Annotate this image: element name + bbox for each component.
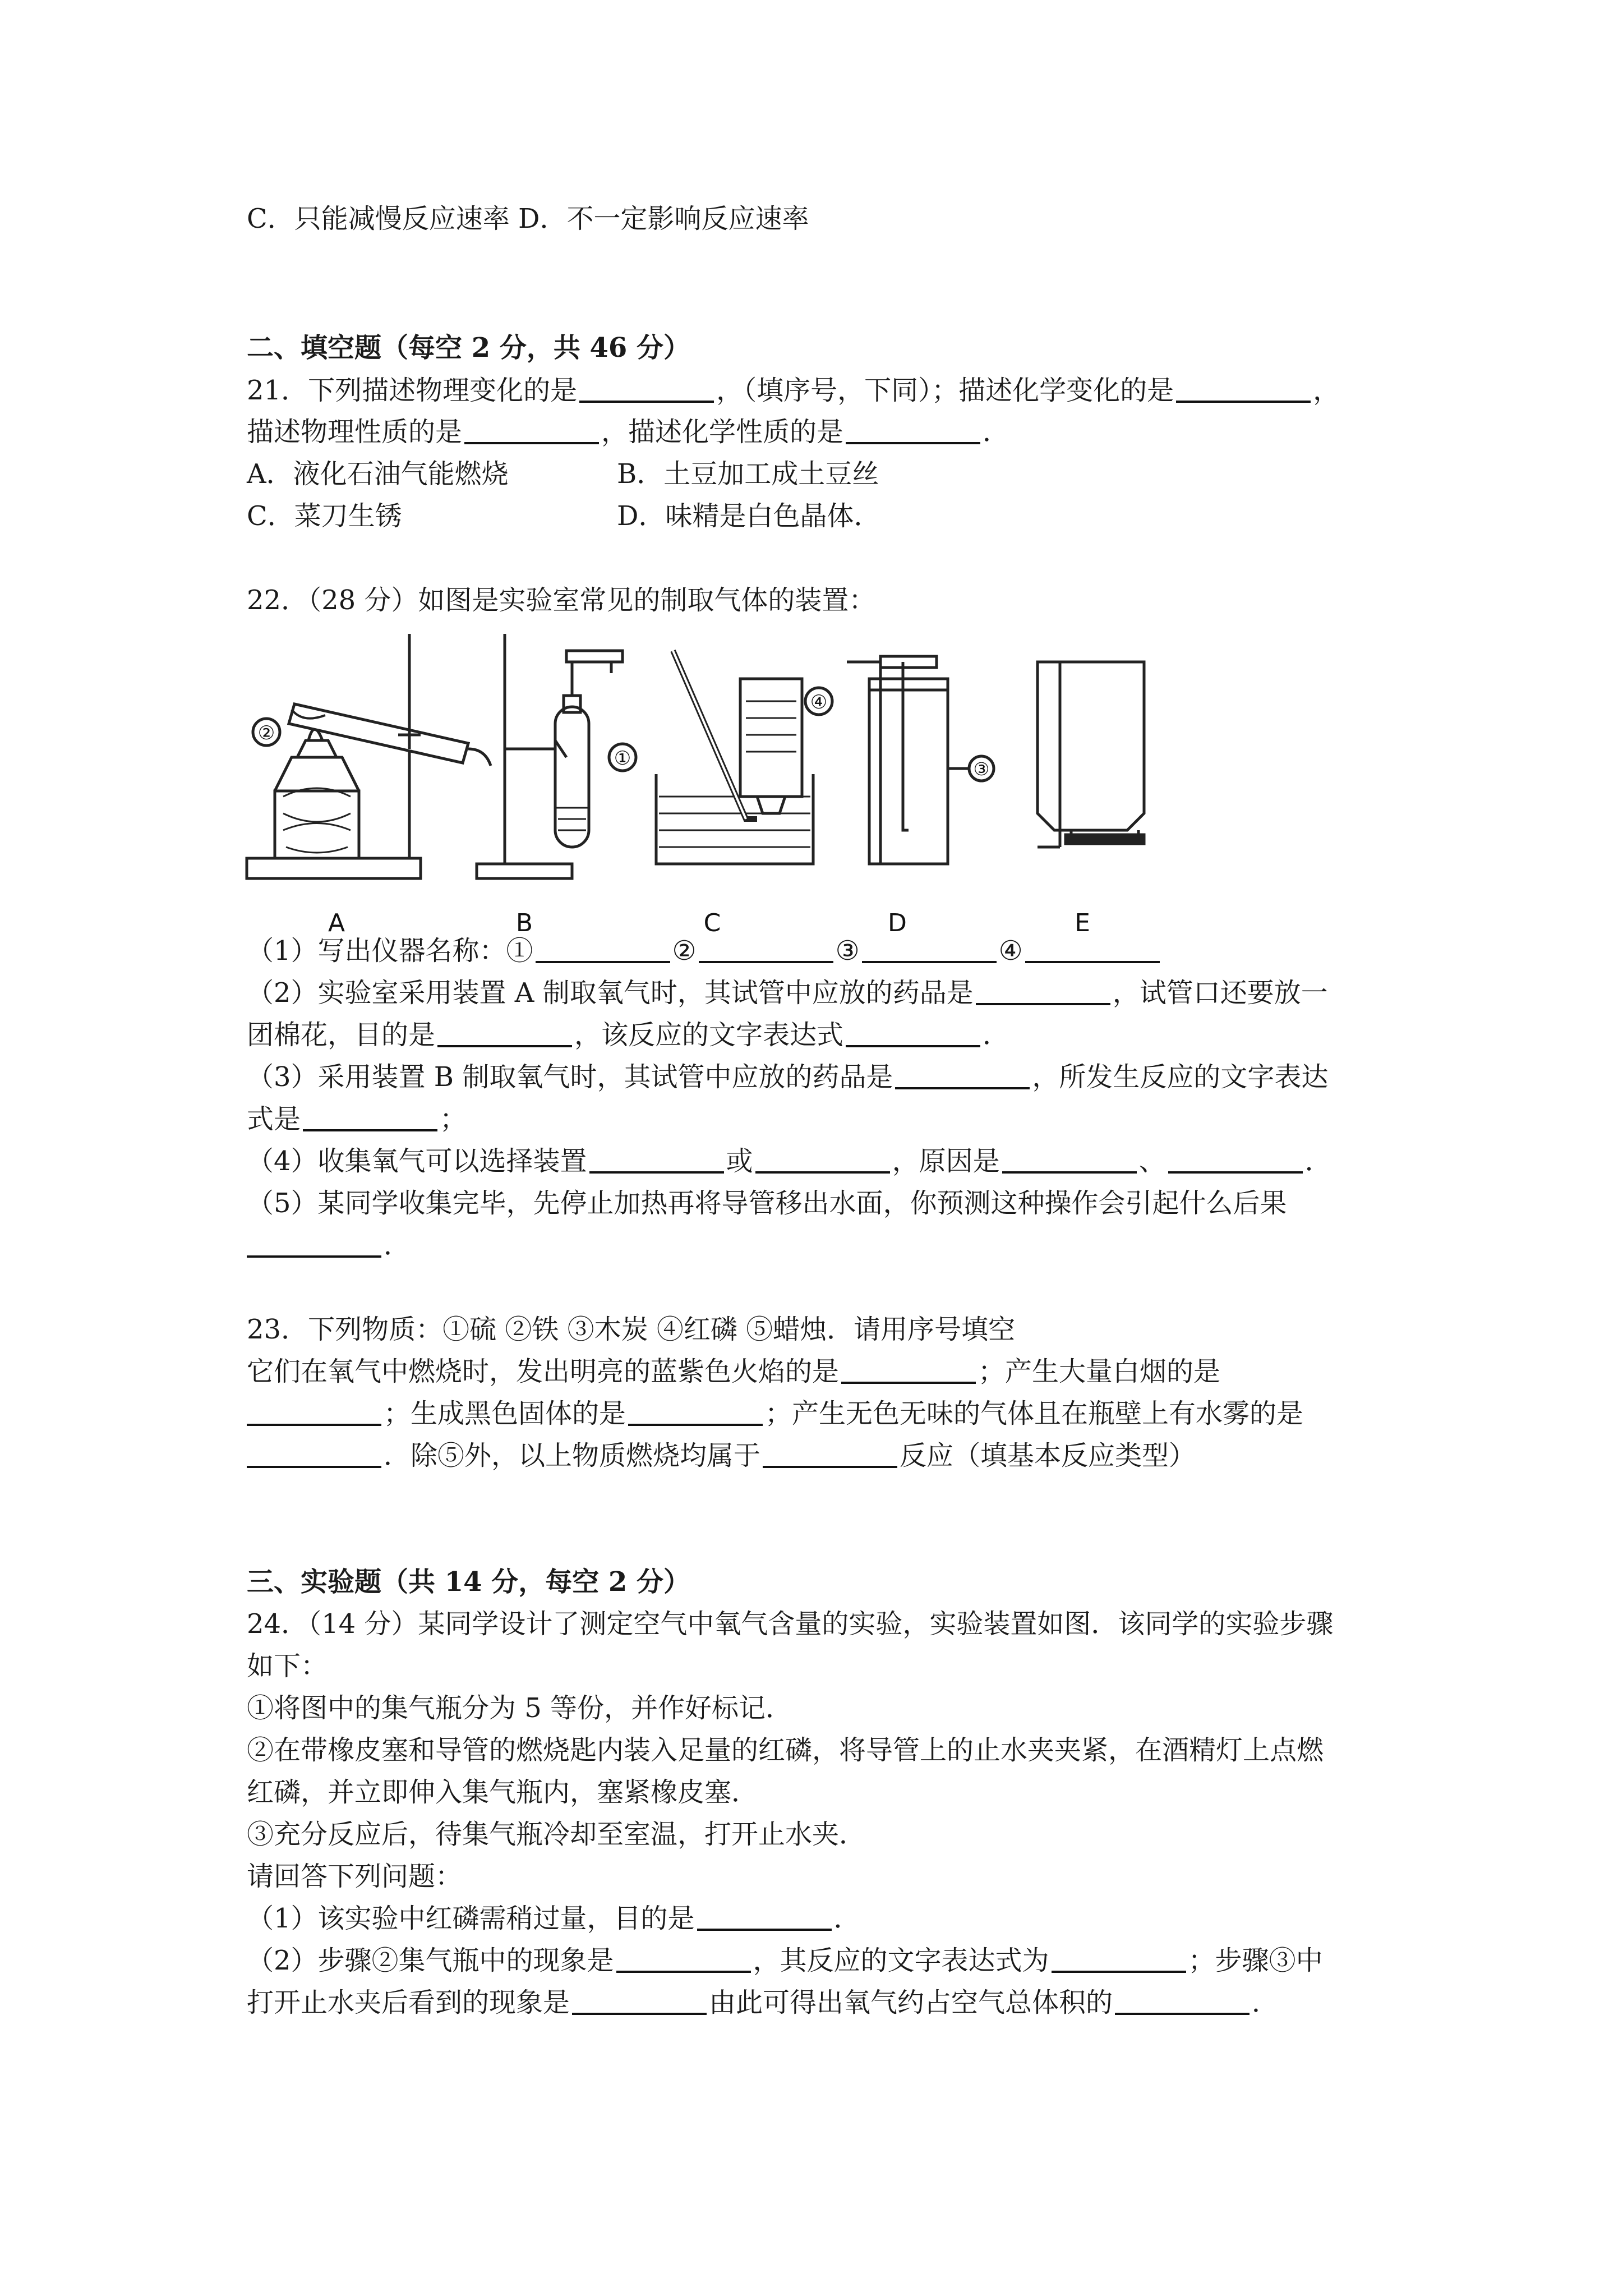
q24-prompt: 请回答下列问题： <box>247 1861 463 1892</box>
answer-blank[interactable] <box>1168 1149 1303 1174</box>
q22-text: （1）写出仪器名称：① <box>247 935 533 967</box>
answer-blank[interactable] <box>1176 378 1311 403</box>
q22-part-4 <box>247 1144 1332 1178</box>
answer-blank[interactable] <box>846 420 980 444</box>
answer-blank[interactable] <box>699 938 833 963</box>
answer-blank[interactable] <box>247 1401 381 1426</box>
q22-part-3-line-1 <box>247 1060 1328 1094</box>
q24-text: ． <box>833 1903 861 1934</box>
marker-4: ④ <box>810 691 828 714</box>
label-c: C <box>703 909 721 937</box>
q22-text: 团棉花，目的是 <box>247 1019 436 1051</box>
q23-line-3 <box>247 1397 1303 1430</box>
answer-blank[interactable] <box>976 981 1110 1005</box>
prev-options-line <box>247 202 809 236</box>
q22-text: ，试管口还要放一 <box>1112 977 1328 1009</box>
answer-blank[interactable] <box>589 1149 724 1174</box>
section-2-heading: 二、填空题（每空 2 分，共 46 分） <box>247 332 691 364</box>
marker-2: ② <box>257 722 275 744</box>
q24-text: （1）该实验中红磷需稍过量，目的是 <box>247 1903 695 1934</box>
q23-text: ；生成黑色固体的是 <box>384 1398 626 1429</box>
q23-text: 它们在氧气中燃烧时，发出明亮的蓝紫色火焰的是 <box>247 1356 840 1387</box>
apparatus-figure <box>241 628 1195 942</box>
marker-3: ③ <box>973 758 990 780</box>
answer-blank[interactable] <box>464 420 599 444</box>
q22-text: ． <box>384 1230 411 1261</box>
q23-text: ．除⑤外，以上物质燃烧均属于 <box>384 1440 761 1471</box>
answer-blank[interactable] <box>303 1107 437 1131</box>
answer-blank[interactable] <box>1002 1149 1137 1174</box>
q22-text: ，原因是 <box>892 1145 1000 1177</box>
q21-options-row-2 <box>247 499 881 533</box>
label-e: E <box>1075 909 1090 937</box>
answer-blank[interactable] <box>841 1359 976 1384</box>
q22-text: 或 <box>726 1145 753 1177</box>
q24-step-2-line-2: 红磷，并立即伸入集气瓶内，塞紧橡皮塞． <box>247 1777 759 1808</box>
apparatus-b <box>477 634 636 878</box>
q22-part-3-line-2 <box>247 1102 467 1136</box>
apparatus-c <box>656 651 832 864</box>
q24-step-1: ①将图中的集气瓶分为 5 等份，并作好标记． <box>247 1692 793 1724</box>
q22-text: 式是 <box>247 1103 301 1135</box>
q23-text: 反应（填基本反应类型） <box>900 1440 1196 1471</box>
q24-text: （2）步骤②集气瓶中的现象是 <box>247 1945 614 1976</box>
q22-part-1 <box>247 934 1162 968</box>
q22-text: ，所发生反应的文字表达 <box>1032 1061 1329 1093</box>
q21-text: 21．下列描述物理变化的是 <box>247 375 578 406</box>
q24-step-3: ③充分反应后，待集气瓶冷却至室温，打开止水夹． <box>247 1819 866 1850</box>
option-d-prev: D．不一定影响反应速率 <box>518 203 809 234</box>
q21-option-d: D．味精是白色晶体． <box>617 500 881 532</box>
q24-step-2-line-1: ②在带橡皮塞和导管的燃烧匙内装入足量的红磷，将导管上的止水夹夹紧，在酒精灯上点燃 <box>247 1734 1324 1766</box>
q21-option-a: A．液化石油气能燃烧 <box>247 458 509 490</box>
answer-blank[interactable] <box>579 378 714 403</box>
q23-line-1: 23．下列物质：①硫 ②铁 ③木炭 ④红磷 ⑤蜡烛．请用序号填空 <box>247 1314 1016 1345</box>
q22-text: （3）采用装置 B 制取氧气时，其试管中应放的药品是 <box>247 1061 893 1093</box>
label-b: B <box>515 909 533 937</box>
answer-blank[interactable] <box>572 1990 707 2015</box>
q22-intro: 22．（28 分）如图是实验室常见的制取气体的装置： <box>247 585 876 616</box>
q21-option-b: B．土豆加工成土豆丝 <box>617 458 879 490</box>
answer-blank[interactable] <box>895 1065 1030 1089</box>
label-d: D <box>888 909 907 937</box>
answer-blank[interactable] <box>862 938 997 963</box>
q24-text: ，其反应的文字表达式为 <box>753 1945 1049 1976</box>
answer-blank[interactable] <box>1115 1990 1249 2015</box>
q24-part-2-line-1 <box>247 1944 1323 1977</box>
answer-blank[interactable] <box>697 1906 832 1931</box>
answer-blank[interactable] <box>437 1023 572 1047</box>
q22-text: （4）收集氧气可以选择装置 <box>247 1145 587 1177</box>
q21-text: 描述物理性质的是 <box>247 416 463 448</box>
q24-line-2: 如下： <box>247 1650 328 1682</box>
q21-text: ， <box>1313 375 1340 406</box>
q22-text: ，该反应的文字表达式 <box>574 1019 844 1051</box>
q22-text: ③ <box>835 935 860 967</box>
q22-part-5-line-2 <box>247 1228 411 1262</box>
q23-text: ；产生大量白烟的是 <box>978 1356 1221 1387</box>
answer-blank[interactable] <box>247 1233 381 1258</box>
q22-text: ② <box>672 935 697 967</box>
q21-text: ． <box>983 416 1010 448</box>
answer-blank[interactable] <box>763 1443 897 1468</box>
marker-1: ① <box>614 747 631 770</box>
q24-text: ． <box>1252 1987 1279 2018</box>
q22-text: ④ <box>998 935 1023 967</box>
apparatus-d <box>847 656 994 864</box>
answer-blank[interactable] <box>755 1149 890 1174</box>
q24-text: 由此可得出氧气约占空气总体积的 <box>709 1987 1113 2018</box>
q22-text: ． <box>983 1019 1010 1051</box>
answer-blank[interactable] <box>1052 1948 1186 1973</box>
q23-text: ；产生无色无味的气体且在瓶壁上有水雾的是 <box>765 1398 1304 1429</box>
q21-line-1 <box>247 374 1340 407</box>
q22-text: ． <box>1304 1145 1332 1177</box>
q22-part-2-line-2 <box>247 1018 1009 1052</box>
answer-blank[interactable] <box>247 1443 381 1468</box>
q22-text: 、 <box>1138 1145 1166 1177</box>
answer-blank[interactable] <box>628 1401 763 1426</box>
q21-text: ，描述化学性质的是 <box>601 416 844 448</box>
q24-part-1 <box>247 1902 861 1935</box>
answer-blank[interactable] <box>616 1948 751 1973</box>
option-c-prev: C．只能减慢反应速率 <box>247 203 510 234</box>
q21-text: ，（填序号，下同）；描述化学变化的是 <box>716 375 1174 406</box>
q21-option-c: C．菜刀生锈 <box>247 500 402 532</box>
apparatus-a <box>247 634 491 878</box>
answer-blank[interactable] <box>536 938 670 963</box>
answer-blank[interactable] <box>846 1023 980 1047</box>
q24-line-1: 24．（14 分）某同学设计了测定空气中氧气含量的实验，实验装置如图．该同学的实验步骤 <box>247 1608 1334 1640</box>
q21-options-row-1 <box>247 457 879 491</box>
q24-text: 打开止水夹后看到的现象是 <box>247 1987 570 2018</box>
apparatus-e <box>1038 662 1144 847</box>
q23-line-2 <box>247 1355 1220 1388</box>
q22-part-5-line-1: （5）某同学收集完毕，先停止加热再将导管移出水面，你预测这种操作会引起什么后果 <box>247 1188 1287 1219</box>
label-a: A <box>328 909 345 937</box>
q21-line-2 <box>247 415 1009 449</box>
q24-part-2-line-2 <box>247 1986 1279 2019</box>
q24-text: ；步骤③中 <box>1188 1945 1323 1976</box>
q22-text: （2）实验室采用装置 A 制取氧气时，其试管中应放的药品是 <box>247 977 974 1009</box>
q22-text: ； <box>440 1103 467 1135</box>
answer-blank[interactable] <box>1025 938 1160 963</box>
q22-part-2-line-1 <box>247 976 1328 1010</box>
q23-line-4 <box>247 1439 1196 1473</box>
section-3-heading: 三、实验题（共 14 分，每空 2 分） <box>247 1566 691 1598</box>
